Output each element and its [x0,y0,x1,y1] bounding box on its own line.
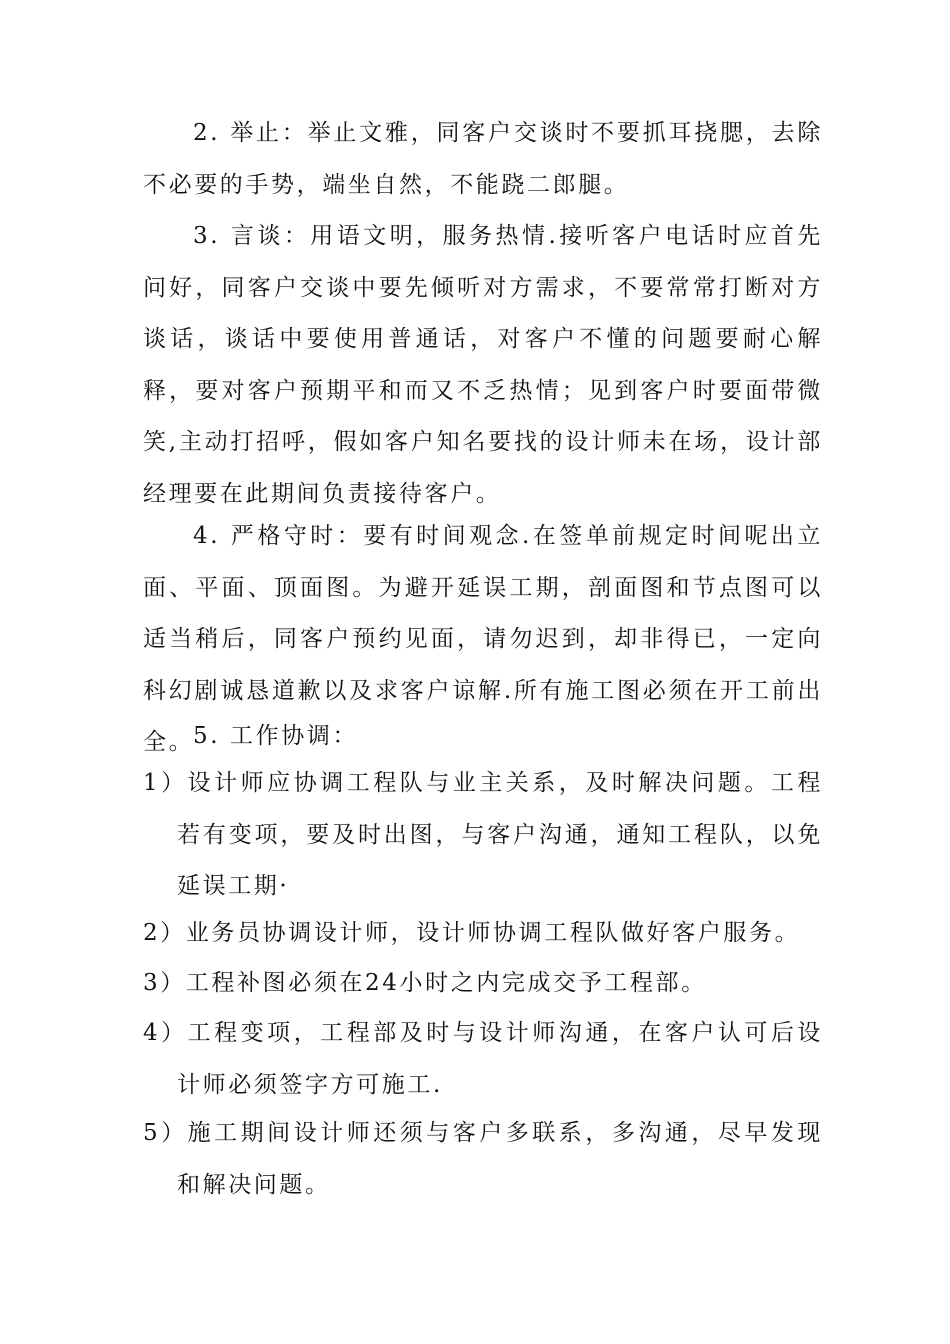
list-item-3: 3）工程补图必须在24小时之内完成交予工程部。 [143,970,707,996]
paragraph-5-coordination: 5. 工作协调： [193,723,359,749]
paragraph-4-punctuality: 4. 严格守时：要有时间观念.在签单前规定时间呢出立面、平面、顶面图。为避开延误工期，剖面图和节点图可以适当稍后，同客户预约见面，请勿迟到，却非得已，一定向科幻剧诚恳道歉以及求客户谅解.所有施工图必须在开工前出全。 [143,523,823,755]
list-item-5: 5）施工期间设计师还须与客户多联系，多沟通，尽早发现和解决问题。 [143,1120,823,1198]
paragraph-3-speech: 3. 言谈：用语文明，服务热情.接听客户电话时应首先问好，同客户交谈中要先倾听对方需求，不要常常打断对方谈话，谈话中要使用普通话，对客户不懂的问题要耐心解释，要对客户预期平和而又不乏热情；见到客户时要面带微笑,主动打招呼，假如客户知名要找的设计师未在场，设计部经理要在此期间负责接待客户。 [143,223,823,507]
list-item-4: 4）工程变项，工程部及时与设计师沟通，在客户认可后设计师必须签字方可施工. [143,1020,823,1098]
paragraph-2-demeanor: 2. 举止：举止文雅，同客户交谈时不要抓耳挠腮，去除不必要的手势，端坐自然，不能跷二郎腿。 [143,120,823,198]
list-item-2: 2）业务员协调设计师，设计师协调工程队做好客户服务。 [143,920,801,946]
list-item-1: 1）设计师应协调工程队与业主关系，及时解决问题。工程若有变项，要及时出图，与客户沟通，通知工程队，以免延误工期· [143,770,823,899]
